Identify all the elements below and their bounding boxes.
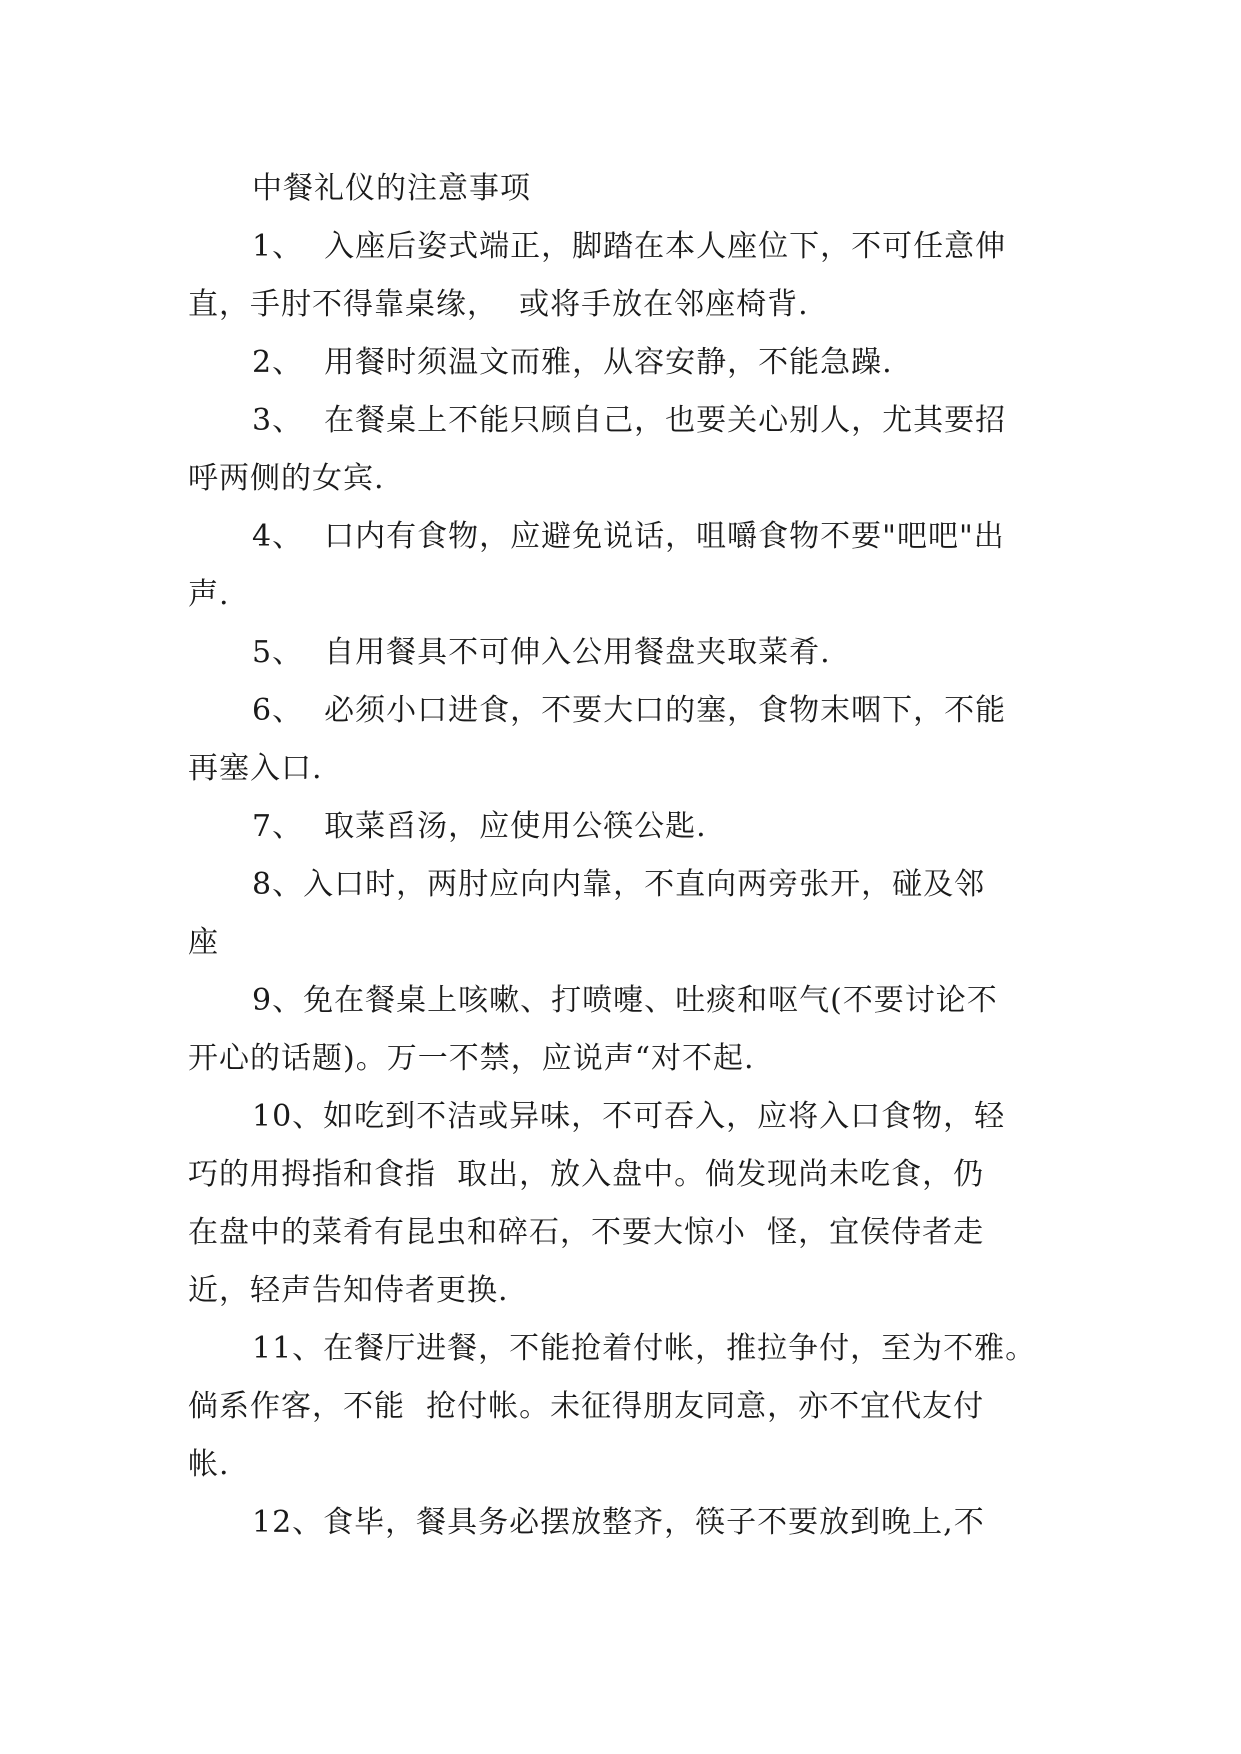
paragraph-12-line-1: 12、食毕，餐具务必摆放整齐，筷子不要放到晚上,不 [252, 1505, 985, 1540]
paragraph-10-line-1: 10、如吃到不洁或异味，不可吞入，应将入口食物，轻 [252, 1099, 1006, 1134]
paragraph-1-line-1: 1、 入座后姿式端正，脚踏在本人座位下，不可任意伸 [252, 229, 1007, 264]
paragraph-3-line-1: 3、 在餐桌上不能只顾自己，也要关心别人，尤其要招 [252, 403, 1007, 438]
paragraph-9-line-2: 开心的话题)。万一不禁，应说声“对不起. [188, 1041, 755, 1076]
paragraph-11-line-2: 倘系作客，不能 抢付帐。未征得朋友同意，亦不宜代友付 [188, 1389, 985, 1424]
paragraph-10-line-4: 近，轻声告知侍者更换. [188, 1273, 509, 1308]
paragraph-4-line-2: 声. [188, 577, 230, 612]
paragraph-6-line-2: 再塞入口. [188, 751, 323, 786]
paragraph-11-line-1: 11、在餐厅进餐，不能抢着付帐，推拉争付，至为不雅。 [252, 1331, 1037, 1366]
paragraph-4-line-1: 4、 口内有食物，应避免说话，咀嚼食物不要"吧吧"出 [252, 519, 1005, 554]
paragraph-7-line-1: 7、 取菜舀汤，应使用公筷公匙. [252, 809, 707, 844]
paragraph-10-line-3: 在盘中的菜肴有昆虫和碎石，不要大惊小 怪，宜侯侍者走 [188, 1215, 985, 1250]
document-body [188, 160, 1056, 1552]
document-title: 中餐礼仪的注意事项 [252, 171, 531, 206]
paragraph-5-line-1: 5、 自用餐具不可伸入公用餐盘夹取菜肴. [252, 635, 831, 670]
paragraph-9-line-1: 9、免在餐桌上咳嗽、打喷嚏、吐痰和呕气(不要讨论不 [252, 983, 998, 1018]
paragraph-8-line-2: 座 [188, 925, 219, 960]
paragraph-2-line-1: 2、 用餐时须温文而雅，从容安静，不能急躁. [252, 345, 893, 380]
paragraph-6-line-1: 6、 必须小口进食，不要大口的塞，食物末咽下，不能 [252, 693, 1007, 728]
paragraph-1-line-2: 直，手肘不得靠桌缘， 或将手放在邻座椅背. [188, 287, 809, 322]
paragraph-11-line-3: 帐. [188, 1447, 230, 1482]
paragraph-10-line-2: 巧的用拇指和食指 取出，放入盘中。倘发现尚未吃食，仍 [188, 1157, 985, 1192]
paragraph-3-line-2: 呼两侧的女宾. [188, 461, 385, 496]
paragraph-8-line-1: 8、入口时，两肘应向内靠，不直向两旁张开，碰及邻 [252, 867, 986, 902]
